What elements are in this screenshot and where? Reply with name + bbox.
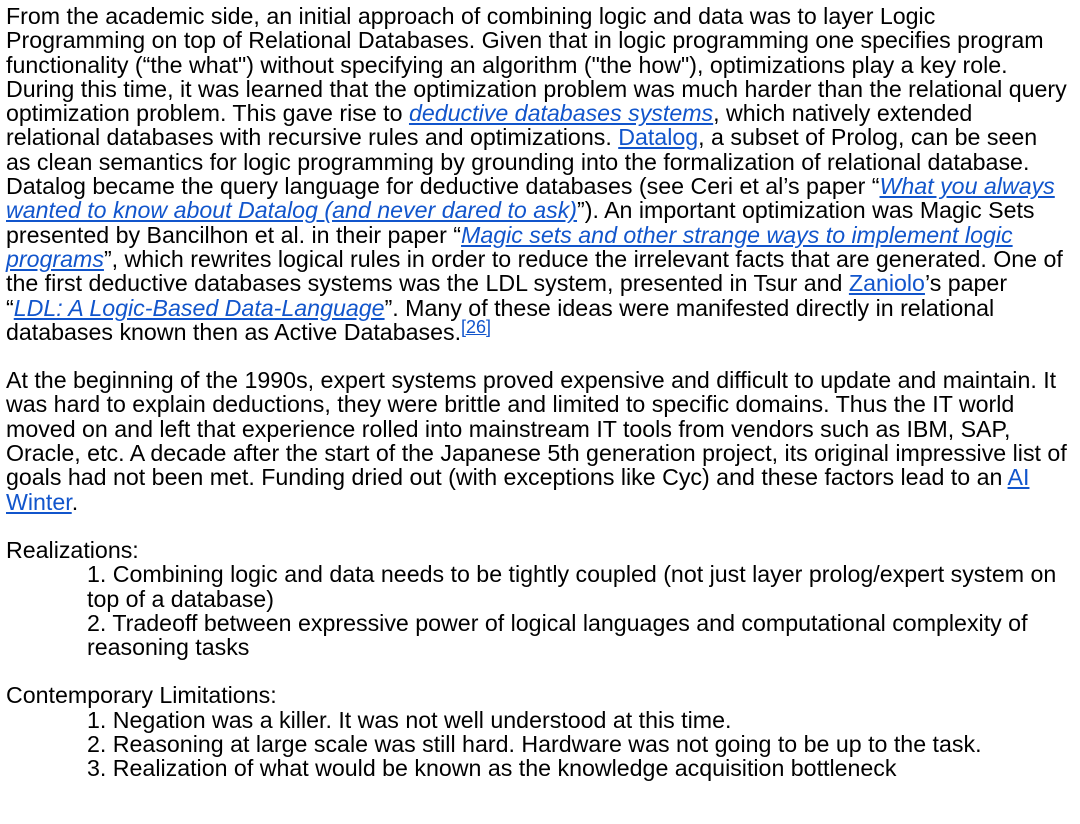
list-item: 3. Realization of what would be known as the knowledge acquisition bottleneck [87, 755, 897, 782]
list-item: 1. Negation was a killer. It was not well understood at this time. [87, 706, 732, 733]
limitations-heading: Contemporary Limitations: [6, 682, 277, 709]
paragraph-text: , which natively extended relational databases with recursive rules and optimizations. [6, 100, 973, 151]
limitations-list [6, 708, 1068, 781]
paragraph-text: . [71, 488, 79, 515]
citation-26-link[interactable]: [26] [461, 316, 492, 337]
link-ai-winter[interactable]: AI Winter [6, 464, 1030, 515]
list-item: 2. Tradeoff between expressive power of logical languages and computational complexity of reasoning tasks [87, 609, 1028, 661]
document-body [6, 4, 1068, 781]
link-magic-sets-paper[interactable]: Magic sets and other strange ways to implement logic programs [6, 221, 1013, 272]
paragraph-text: From the academic side, an initial approach of combining logic and data was to layer Logic Programming on top of Relational Databases. Given that in logic programming one specifies program functionality (“the what") without specifying an algorithm ("the how"), optimizations play a key role. During this time, it was learned that the optimization problem was much harder than the relational query optimization problem. This gave rise to [6, 3, 1067, 127]
link-ceri-paper[interactable]: What you always wanted to know about Datalog (and never dared to ask) [6, 173, 1055, 224]
realizations-list [6, 562, 1068, 659]
paragraph-text: ”). An important optimization was Magic Sets presented by Bancilhon et al. in their paper “ [6, 197, 1035, 248]
link-ldl-paper[interactable]: LDL: A Logic-Based Data-Language [13, 294, 385, 321]
realizations-heading: Realizations: [6, 536, 139, 563]
list-item: 1. Combining logic and data needs to be tightly coupled (not just layer prolog/expert system on top of a database) [87, 561, 1057, 612]
link-datalog[interactable]: Datalog [618, 124, 699, 151]
paragraph-logic-programming [6, 4, 1068, 344]
link-zaniolo[interactable]: Zaniolo [848, 270, 925, 297]
list-item: 2. Reasoning at large scale was still hard. Hardware was not going to be up to the task. [87, 731, 982, 758]
paragraph-text: ”, which rewrites logical rules in order to reduce the irrelevant facts that are generated. One of the first deductive databases systems was the LDL system, presented in Tsur and [6, 245, 1063, 297]
paragraph-text: At the beginning of the 1990s, expert systems proved expensive and difficult to update and maintain. It was hard to explain deductions, they were brittle and limited to specific domains. Thus the IT world moved on and left that experience rolled into mainstream IT tools from vendors such as IBM, SAP, Oracle, etc. A decade after the start of the Japanese 5th generation project, its original impressive list of goals had not been met. Funding dried out (with exceptions like Cyc) and these factors lead to an [6, 367, 1067, 491]
paragraph-text: , a subset of Prolog, can be seen as clean semantics for logic programming by grounding into the formalization of relational database. Datalog became the query language for deductive databases (see Ceri et al’s paper “ [6, 124, 1038, 200]
paragraph-text: ”. Many of these ideas were manifested directly in relational databases known then as Active Databases. [6, 294, 995, 345]
paragraph-ai-winter [6, 368, 1068, 514]
paragraph-text: ’s paper “ [6, 270, 1008, 321]
link-deductive-databases[interactable]: deductive databases systems [408, 100, 714, 127]
